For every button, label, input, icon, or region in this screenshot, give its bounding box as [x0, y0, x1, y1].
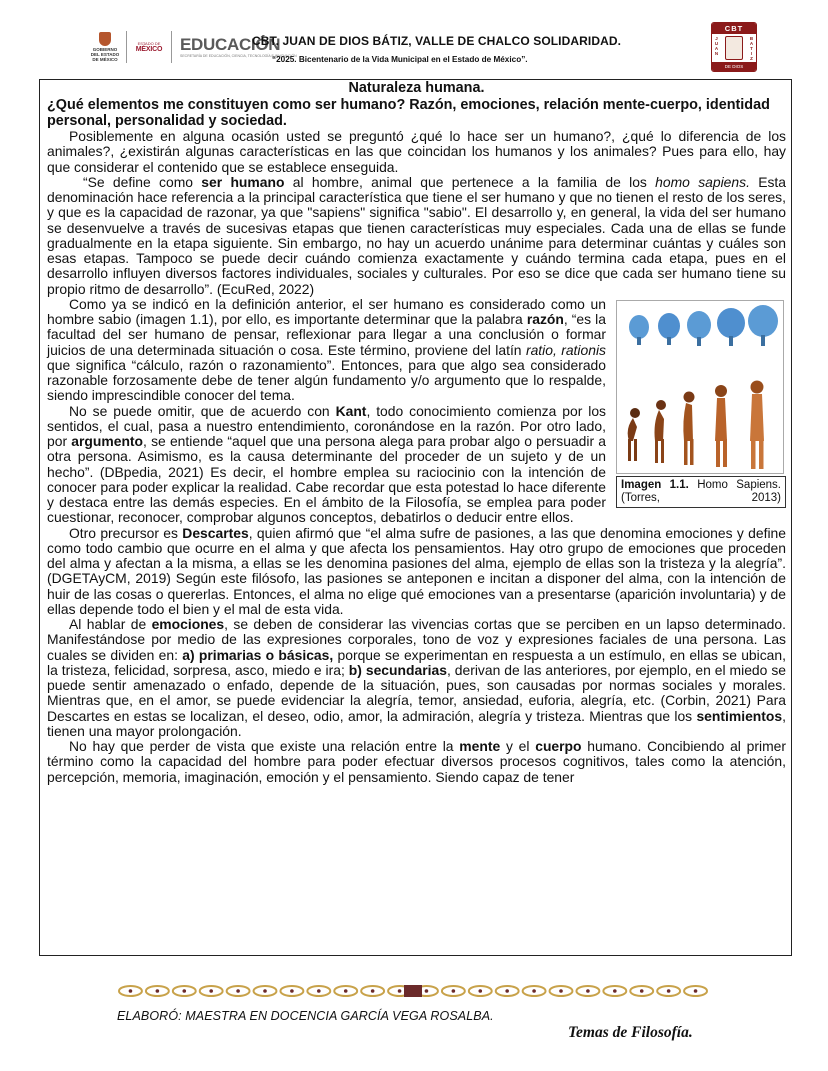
ornament-dot — [129, 989, 133, 993]
edomex-logo-text: GOBIERNO DEL ESTADO DE MÉXICO — [90, 47, 120, 62]
text-run: porque se experimentan en respuesta a un estímulo, en ellas se ubican, la tristeza, felicidad, sorpresa, asco, miedo e ira; — [47, 646, 786, 678]
paragraph-definition — [47, 175, 786, 297]
ornament-dot — [478, 989, 482, 993]
shield-icon — [99, 32, 111, 46]
ornament-dot — [640, 989, 644, 993]
text-run: , se deben de considerar las vivencias cortas que se perciben en un lapso determinado. Manifestándose por medio de las expresiones corporales, tono de voz y expresiones faciales de una persona. Las cuales se dividen en: — [47, 616, 786, 663]
ornament-dot — [182, 989, 186, 993]
text-run: y el — [500, 738, 536, 754]
evolution-image — [616, 300, 784, 474]
figure-caption-text: Homo Sapiens. (Torres, 2013) — [621, 478, 782, 504]
ornament-dot — [290, 989, 294, 993]
brain-icon — [629, 315, 649, 339]
text-run: No se puede omitir, que de acuerdo con — [69, 402, 336, 419]
logo-divider — [126, 31, 127, 63]
document-question: ¿Qué elementos me constituyen como ser humano? Razón, emociones, relación mente-cuerpo, identidad personal, personalidad y sociedad. — [47, 97, 770, 129]
school-title: CBT. JUAN DE DIOS BÁTIZ, VALLE DE CHALCO SOLIDARIDAD. — [252, 34, 622, 48]
brain-icon — [748, 305, 778, 337]
ornament-dot — [425, 989, 429, 993]
ornament-dot — [398, 989, 402, 993]
term-descartes: Descartes — [182, 524, 249, 541]
hominid-figure-3 — [683, 391, 694, 465]
paragraph-descartes — [47, 526, 786, 618]
edomex-logo — [88, 29, 122, 65]
brain-icon — [717, 308, 745, 338]
term-ratio: ratio, rationis — [525, 341, 606, 358]
text-run: humano. Concibiendo al primer término como la capacidad del hombre para poder efectuar diversos procesos cognitivos, tales como la atención, percepción, memoria, imaginación, emoción y el pensamiento. Siendo capaz de tener — [47, 738, 786, 785]
ornament-dot — [263, 989, 267, 993]
text-run: Como ya se indicó en la definición anterior, el ser humano es considerado como un hombre sabio (imagen 1.1), por ello, es importante determinar que la palabra — [47, 295, 606, 327]
paragraph-mente-cuerpo — [47, 739, 786, 785]
education-subtext: SECRETARÍA DE EDUCACIÓN, CIENCIA, TECNOLOGÍA E INNOVACIÓN — [180, 53, 297, 58]
ornament-dot — [371, 989, 375, 993]
figure-caption-label: Imagen 1.1. — [621, 478, 689, 491]
badge-top-text: CBT — [712, 23, 756, 34]
document-body — [47, 80, 786, 785]
author-credit: ELABORÓ: MAESTRA EN DOCENCIA GARCÍA VEGA ROSALBA. — [117, 1009, 494, 1023]
term-kant: Kant — [335, 402, 367, 419]
text-run: “Se define como — [83, 173, 202, 190]
term-secundarias: b) secundarias — [348, 661, 447, 678]
hominid-figure-2 — [655, 400, 667, 463]
term-emociones: emociones — [151, 616, 225, 632]
ornament-dot — [559, 989, 563, 993]
evolution-illustration — [617, 301, 783, 473]
ornament-dot — [452, 989, 456, 993]
page-header — [0, 0, 828, 78]
badge-bottom-text: DE DIOS — [712, 62, 756, 71]
text-run: , quien afirmó que “el alma sufre de pasiones, a las que denomina emociones y define como todo cambio que ocurre en el alma y que afecta los pensamientos. Hay otro grupo de emociones que proceden del alma y afectan a la misma, a ellas se les denomina pasiones del alma, ejemplo de ellas son la tristeza y la alegría”. (DGETAyCM, 2019) Según este filósofo, las pasiones se anteponen e incitan a disponer del alma, con la intención de huir de las cosas o quererlas. Entonces, el alma no elige qué emociones van a presentarse (aparición involuntaria) y de ellas depende todo el bien y el mal de esta vida. — [47, 524, 786, 617]
ornament-dot — [344, 989, 348, 993]
text-run: , todo conocimiento comienza por los sentidos, el cual, pasa a nuestro entendimiento, coronándose en la razón. Por otro lado, por — [47, 402, 606, 449]
brain-row — [629, 305, 778, 346]
ornament-dot — [667, 989, 671, 993]
brain-icon — [687, 311, 711, 339]
text-run: , se entiende “aquel que una persona alega para probar algo o persuadir a otra persona. Asimismo, es la causa determinante del proceder de un sujeto y de un hecho”. (DBpedia, 2021) Es decir, el hombre emplea su raciocinio con la intención de conocer para poder explicar la realidad. Cabe recordar que esta potestad lo hace diferente y destaca entre las demás especies. En el ámbito de la Filosofía, se emplea para poder cuestionar, reconocer, comprobar algunos conceptos, debatirlos o deducir entre ellos. — [47, 433, 606, 526]
hominid-figure-1 — [628, 408, 640, 461]
term-razon: razón — [526, 311, 564, 327]
badge-emblem-icon — [725, 36, 743, 60]
course-name: Temas de Filosofía. — [568, 1024, 693, 1041]
text-run: No hay que perder de vista que existe una relación entre la — [69, 738, 460, 754]
ornament-dot — [209, 989, 213, 993]
figure-caption — [616, 476, 786, 508]
hominid-row — [628, 380, 764, 469]
text-run: al hombre, animal que pertenece a la familia de los — [284, 173, 656, 190]
text-run: Esta denominación hace referencia a la principal característica que tiene el ser humano y que no tienen el resto de los seres, y que es la capacidad de razonar, ya que "sapiens" significa "sabio". El desarrollo y, en general, la vida del ser humano se desenvuelve a través de sucesivas etapas que tienen características muy especiales. Cada una de ellas se funde gradualmente en la etapa siguiente. Sin embargo, no hay un acuerdo unánime para determinar cuántas y cuáles son esas etapas. Tampoco se puede decir cuándo comienza exactamente y cuándo termina cada etapa, pues en el desarrollo influyen diversos factores individuales, sociales y culturales. Por eso se dice que cada ser humano tiene su propio ritmo de desarrollo”. (EcuRed, 2022) — [47, 173, 787, 297]
badge-middle — [712, 34, 756, 62]
education-word: EDUCACIÓN — [180, 34, 281, 54]
term-homo-sapiens: homo sapiens. — [655, 173, 750, 190]
cbt-badge-logo — [711, 22, 757, 72]
ornament-dot — [505, 989, 509, 993]
ornament-dot — [236, 989, 240, 993]
term-sentimientos: sentimientos — [696, 707, 783, 724]
term-ser-humano: ser humano — [201, 173, 285, 190]
term-primarias: a) primarias o básicas, — [182, 646, 334, 663]
mexico-state-logo — [131, 29, 167, 65]
ornament-dot — [156, 989, 160, 993]
text-run: Al hablar de — [69, 616, 152, 632]
document-title: Naturaleza humana. — [348, 80, 485, 96]
ornament-dot — [694, 989, 698, 993]
brain-icon — [658, 313, 680, 339]
ornament-center — [404, 985, 422, 997]
footer-ornament — [117, 984, 709, 998]
figure-homo-sapiens — [616, 300, 786, 508]
school-subtitle: “2025. Bicentenario de la Vida Municipal en el Estado de México”. — [272, 55, 528, 64]
ornament-dot — [586, 989, 590, 993]
text-run: , “es la facultad del ser humano de pensar, reflexionar para llegar a una conclusión o formar juicios de una determinada situación o cosa. Este término, proviene del latín — [47, 311, 606, 358]
paragraph-intro: Posiblemente en alguna ocasión usted se preguntó ¿qué lo hace ser un humano?, ¿qué lo diferencia de los animales?, ¿existirán algunas características en las que coincidan los humanos y los animales? Pues para ello, hay que considerar el contenido que se establece enseguida. — [47, 128, 786, 175]
mexico-logo-sub: ESTADO DE — [137, 41, 161, 46]
hominid-figure-4 — [715, 385, 727, 467]
logo-divider — [171, 31, 172, 63]
badge-left-text: JUAN — [714, 36, 719, 56]
text-run: Otro precursor es — [69, 524, 183, 541]
term-mente: mente — [459, 738, 501, 754]
text-run: que significa “cálculo, razón o razonamiento”. Entonces, para que algo sea considerado razonable forzosamente debe de tener algún fundamento y/o argumento que lo respalde, siendo imprescindible conocer del tema. — [47, 356, 606, 404]
text-run: , tienen una mayor prolongación. — [47, 707, 786, 739]
mexico-logo-text: MÉXICO — [135, 46, 163, 53]
ornament-dot — [613, 989, 617, 993]
term-argumento: argumento — [71, 433, 144, 449]
text-run: , derivan de las anteriores, por ejemplo, en el miedo se puede sentir amenazado o enfado, depende de la situación, pues, son causadas por normas sociales y morales. Mientras que, en el amor, se puede evidenciar la alegría, temor, ansiedad, euforia, alegría, etc. (Corbin, 2021) Para Descartes en estas se localizan, el deseo, odio, amor, la admiración, alegría y tristeza. Mientras que los — [47, 661, 786, 724]
ornament-dot — [532, 989, 536, 993]
term-cuerpo: cuerpo — [535, 738, 582, 754]
ornament-dot — [317, 989, 321, 993]
badge-right-text: BATIZ — [749, 36, 754, 61]
content-frame — [39, 79, 792, 956]
paragraph-emociones — [47, 617, 786, 739]
hominid-figure-5 — [750, 380, 764, 469]
